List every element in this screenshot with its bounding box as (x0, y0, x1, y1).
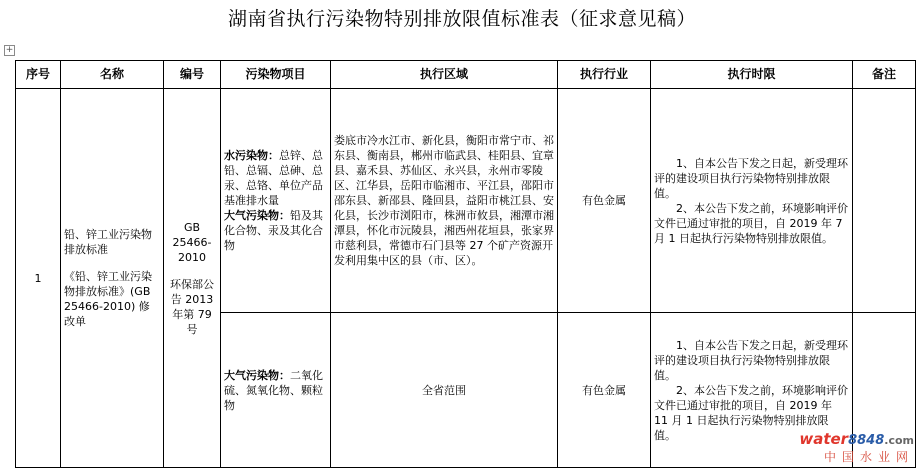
standards-table (15, 60, 916, 468)
table-move-handle-icon[interactable]: + (5, 45, 14, 55)
cell-region-1: 娄底市冷水江市、新化县，衡阳市常宁市、祁东县、衡南县，郴州市临武县、桂阳县、宜章县、嘉禾县、苏仙区、永兴县，永州市零陵区、江华县，岳阳市临湘市、平江县，邵阳市邵东县、新邵县、隆回县，益阳市桃江县、安化县，长沙市浏阳市，株洲市攸县，湘潭市湘潭县，怀化市沅陵县，湘西州花垣县，张家界市慈利县，常德市石门县等 27 个矿产资源开发利用集中区的县（市、区）。 (331, 89, 558, 313)
table-row (16, 89, 916, 313)
watermark-logo (799, 430, 914, 465)
cell-industry-2: 有色金属 (558, 313, 651, 468)
header-note: 备注 (853, 61, 916, 89)
name-line1: 铅、锌工业污染物排放标准 (64, 228, 152, 256)
header-row (16, 61, 916, 89)
header-seq: 序号 (16, 61, 61, 89)
header-time: 执行时限 (651, 61, 853, 89)
cell-region-2: 全省范围 (331, 313, 558, 468)
air-pollutant-text: 铅及其化合物、汞及其化合物 (224, 209, 323, 252)
cell-note-1 (853, 89, 916, 313)
cell-pollutant-2 (221, 313, 331, 468)
water-pollutant-label: 水污染物： (224, 149, 279, 162)
cell-code (164, 89, 221, 468)
cell-name (61, 89, 164, 468)
air-pollutant-text: 二氧化硫、氮氧化物、颗粒物 (224, 368, 323, 412)
cell-pollutant-1 (221, 89, 331, 313)
header-region: 执行区域 (331, 61, 558, 89)
cell-time-1 (651, 89, 853, 313)
header-pollutant: 污染物项目 (221, 61, 331, 89)
time-para-1: 1、自本公告下发之日起，新受理环评的建设项目执行污染物特别排放限值。 (654, 338, 848, 382)
page-title: 湖南省执行污染物特别排放限值标准表（征求意见稿） (227, 8, 696, 30)
watermark-word: water (799, 430, 849, 448)
watermark-cn: 中国水业网 (823, 450, 914, 464)
time-para-2: 2、本公告下发之前，环境影响评价文件已通过审批的项目，自 2019 年 7 月 1 日起执行污染物特别排放限值。 (654, 201, 848, 245)
name-line2: 《铅、锌工业污染物排放标准》(GB 25466-2010) 修改单 (64, 270, 152, 328)
air-pollutant-label: 大气污染物： (224, 368, 290, 382)
watermark-tld: .com (884, 434, 914, 447)
time-para-1: 1、自本公告下发之日起，新受理环评的建设项目执行污染物特别排放限值。 (654, 156, 848, 200)
cell-seq: 1 (16, 89, 61, 468)
header-name: 名称 (61, 61, 164, 89)
code-line2: 环保部公告 2013 年第 79 号 (170, 277, 214, 336)
header-code: 编号 (164, 61, 221, 89)
air-pollutant-label: 大气污染物： (224, 209, 290, 222)
time-para-2: 2、本公告下发之前，环境影响评价文件已通过审批的项目，自 2019 年 11 月 1 日起执行污染物特别排放限值。 (654, 383, 848, 442)
water-pollutant-text: 总锌、总铅、总镉、总砷、总汞、总铬、单位产品基准排水量 (224, 149, 323, 207)
watermark-nums: 8848 (848, 433, 885, 448)
code-line1: GB 25466-2010 (172, 220, 212, 264)
cell-industry-1: 有色金属 (558, 89, 651, 313)
header-industry: 执行行业 (558, 61, 651, 89)
